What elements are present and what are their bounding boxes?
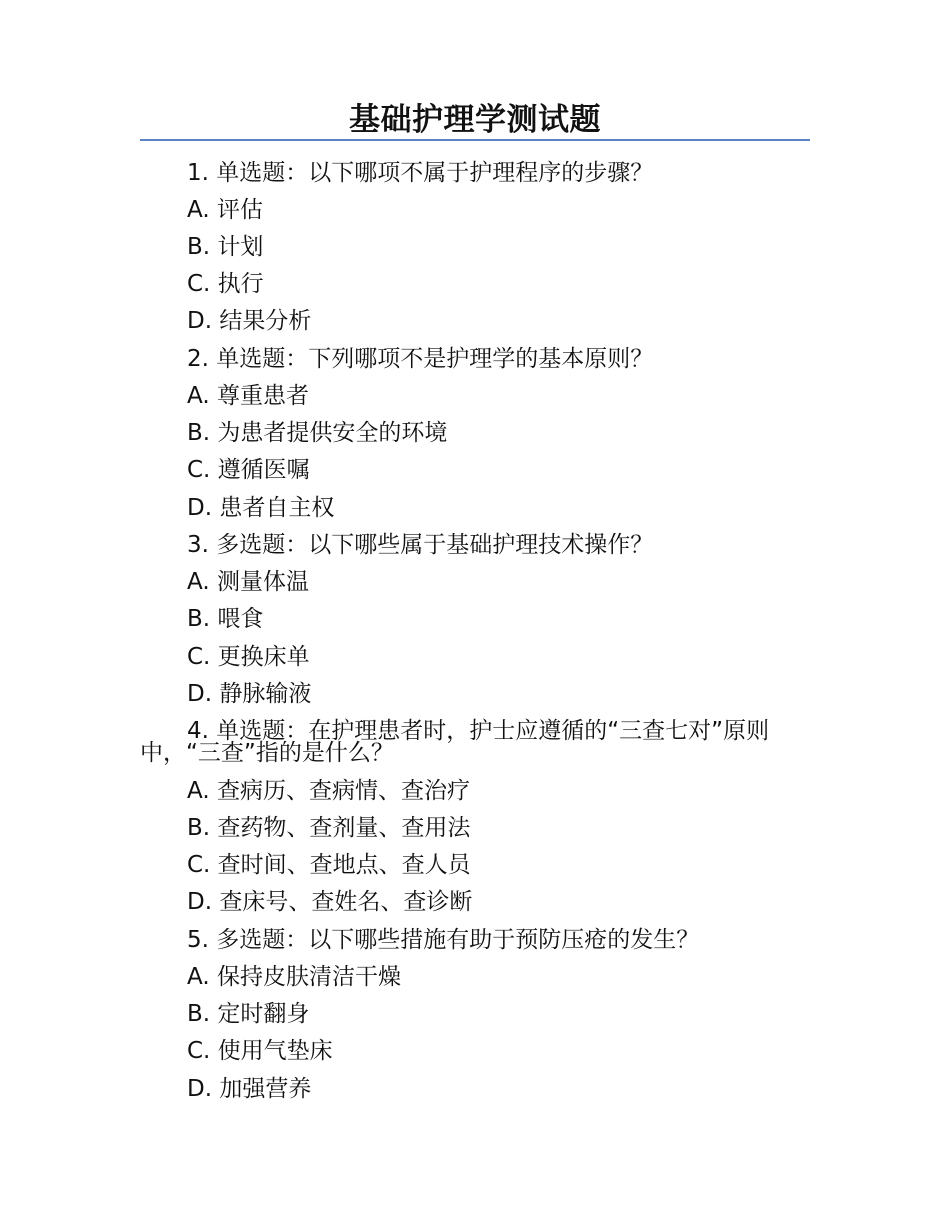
question-2-option-a: A. 尊重患者 [187,383,309,409]
question-5-prompt: 5. 多选题：以下哪些措施有助于预防压疮的发生？ [187,927,700,953]
question-5-option-b: B. 定时翻身 [187,1001,310,1027]
question-3-option-b: B. 喂食 [187,606,264,632]
question-4-option-a: A. 查病历、查病情、查治疗 [187,778,470,804]
question-1-option-c: C. 执行 [187,271,264,297]
question-4-option-d: D. 查床号、查姓名、查诊断 [187,889,473,915]
question-4-option-c: C. 查时间、查地点、查人员 [187,852,471,878]
question-1-option-a: A. 评估 [187,197,263,223]
question-2-option-d: D. 患者自主权 [187,495,335,521]
question-3-option-a: A. 测量体温 [187,569,309,595]
document-title: 基础护理学测试题 [349,102,601,138]
question-3-prompt: 3. 多选题：以下哪些属于基础护理技术操作？ [187,532,654,558]
question-1-option-b: B. 计划 [187,234,264,260]
question-3-option-d: D. 静脉输液 [187,681,312,707]
question-4-prompt: 4. 单选题：在护理患者时，护士应遵循的“三查七对”原则中，“三查”指的是什么？ [140,718,770,766]
question-5-option-d: D. 加强营养 [187,1076,312,1102]
question-3-option-c: C. 更换床单 [187,644,310,670]
title-underline [140,139,810,141]
question-2-prompt: 2. 单选题：下列哪项不是护理学的基本原则？ [187,346,654,372]
question-2-option-b: B. 为患者提供安全的环境 [187,420,448,446]
question-2-option-c: C. 遵循医嘱 [187,457,310,483]
question-1-prompt: 1. 单选题：以下哪项不属于护理程序的步骤？ [187,160,654,186]
question-1-option-d: D. 结果分析 [187,308,312,334]
question-5-option-c: C. 使用气垫床 [187,1038,333,1064]
question-5-option-a: A. 保持皮肤清洁干燥 [187,964,401,990]
question-4-option-b: B. 查药物、查剂量、查用法 [187,815,471,841]
